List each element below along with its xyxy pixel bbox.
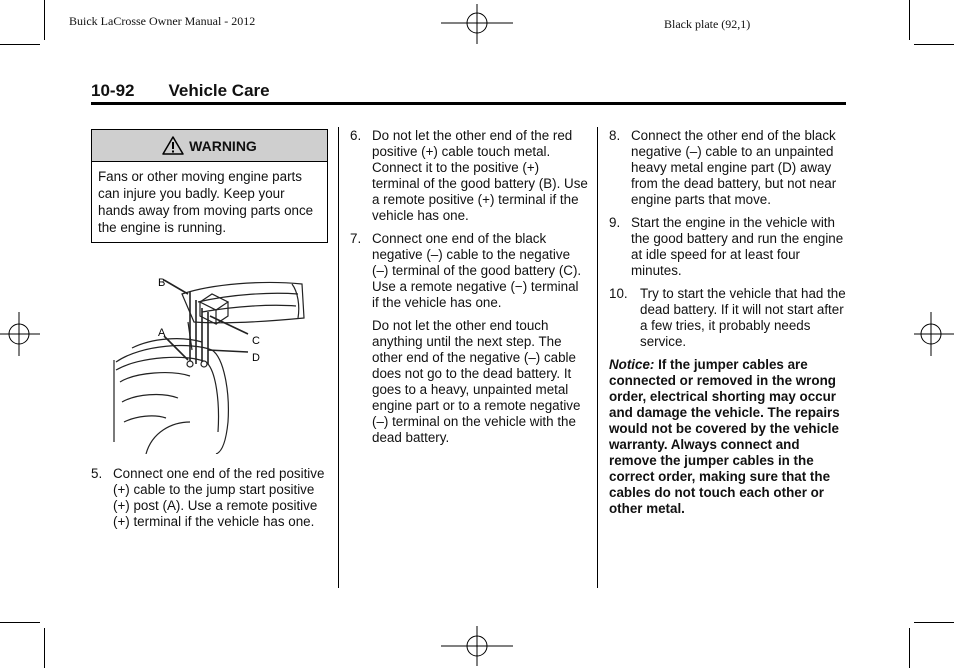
crop-mark-bottom-right-v — [909, 628, 910, 668]
figure-label-d: D — [252, 352, 260, 364]
step-number: 9. — [609, 215, 621, 230]
step-number: 6. — [350, 128, 362, 143]
step-number: 8. — [609, 128, 621, 143]
jump-start-illustration — [112, 272, 308, 454]
registration-mark-bottom — [441, 626, 513, 666]
warning-header — [92, 130, 327, 162]
manual-title: Buick LaCrosse Owner Manual - 2012 — [69, 14, 256, 28]
header-rule — [91, 102, 846, 105]
step-text: Try to start the vehicle that had the dead battery. If it will not start after a few tries, it probably needs service. — [640, 286, 846, 349]
registration-mark-top — [441, 4, 513, 44]
plate-label: Black plate (92,1) — [664, 17, 751, 31]
column-3 — [609, 128, 846, 517]
step-text: Connect the other end of the black negative (–) cable to an unpainted heavy metal engine part (D) away from the dead battery, but not near engine parts that move. — [631, 128, 837, 207]
warning-title: WARNING — [189, 137, 257, 154]
step-7-continuation: Do not let the other end touch anything until the next step. The other end of the negative (–) cable does not go to the dead battery. It goes to a heavy, unpainted metal engine part or to a remote negative (–) terminal on the vehicle with the dead battery. — [372, 318, 581, 445]
figure-label-b: B — [158, 277, 166, 289]
step-number: 5. — [91, 466, 103, 481]
section-title: Vehicle Care — [168, 81, 270, 100]
column-1 — [91, 466, 329, 537]
crop-mark-bottom-left-h — [0, 622, 40, 623]
crop-mark-bottom-left-v — [44, 628, 45, 668]
notice-paragraph — [609, 357, 846, 517]
crop-mark-top-right-v — [909, 0, 910, 40]
step-8 — [609, 128, 846, 208]
figure-label-c: C — [252, 335, 260, 347]
step-7 — [350, 231, 588, 311]
warning-triangle-icon — [162, 136, 184, 155]
step-text: Connect one end of the black negative (–) cable to the negative (–) terminal of the good battery (C). Use a remote negative (−) terminal if the vehicle has one. — [372, 231, 582, 310]
step-6 — [350, 128, 588, 224]
step-9 — [609, 215, 846, 279]
warning-box — [91, 129, 328, 243]
notice-label: Notice: — [609, 357, 655, 372]
registration-mark-left — [0, 312, 40, 356]
crop-mark-top-left-h — [0, 44, 40, 45]
step-text: Start the engine in the vehicle with the good battery and run the engine at idle speed for at least four minutes. — [631, 215, 844, 278]
notice-text: If the jumper cables are connected or removed in the wrong order, electrical shorting may occur and damage the vehicle. The repairs would not be covered by the vehicle warranty. Always connect and remove the jumper cables in the correct order, making sure that the cables do not touch each other or other metal. — [609, 357, 840, 516]
crop-mark-bottom-right-h — [914, 622, 954, 623]
crop-mark-top-left-v — [44, 0, 45, 40]
column-2 — [350, 128, 588, 453]
step-text: Connect one end of the red positive (+) cable to the jump start positive (+) post (A). Use a remote positive (+) terminal if the vehicle has one. — [113, 466, 325, 529]
registration-mark-right — [914, 312, 954, 356]
step-10 — [609, 286, 846, 350]
page-heading — [91, 81, 270, 101]
step-text: Do not let the other end of the red positive (+) cable touch metal. Connect it to the positive (+) terminal of the good battery (B). Use a remote positive (+) terminal if the vehicle has one. — [372, 128, 588, 223]
page-number: 10-92 — [91, 81, 135, 100]
crop-mark-top-right-h — [914, 44, 954, 45]
column-divider-1 — [338, 127, 339, 588]
column-divider-2 — [597, 127, 598, 588]
figure-label-a: A — [158, 327, 166, 339]
step-5 — [91, 466, 329, 530]
step-number: 10. — [609, 286, 628, 301]
warning-body: Fans or other moving engine parts can injure you badly. Keep your hands away from moving parts once the engine is running. — [98, 169, 314, 235]
step-number: 7. — [350, 231, 362, 246]
